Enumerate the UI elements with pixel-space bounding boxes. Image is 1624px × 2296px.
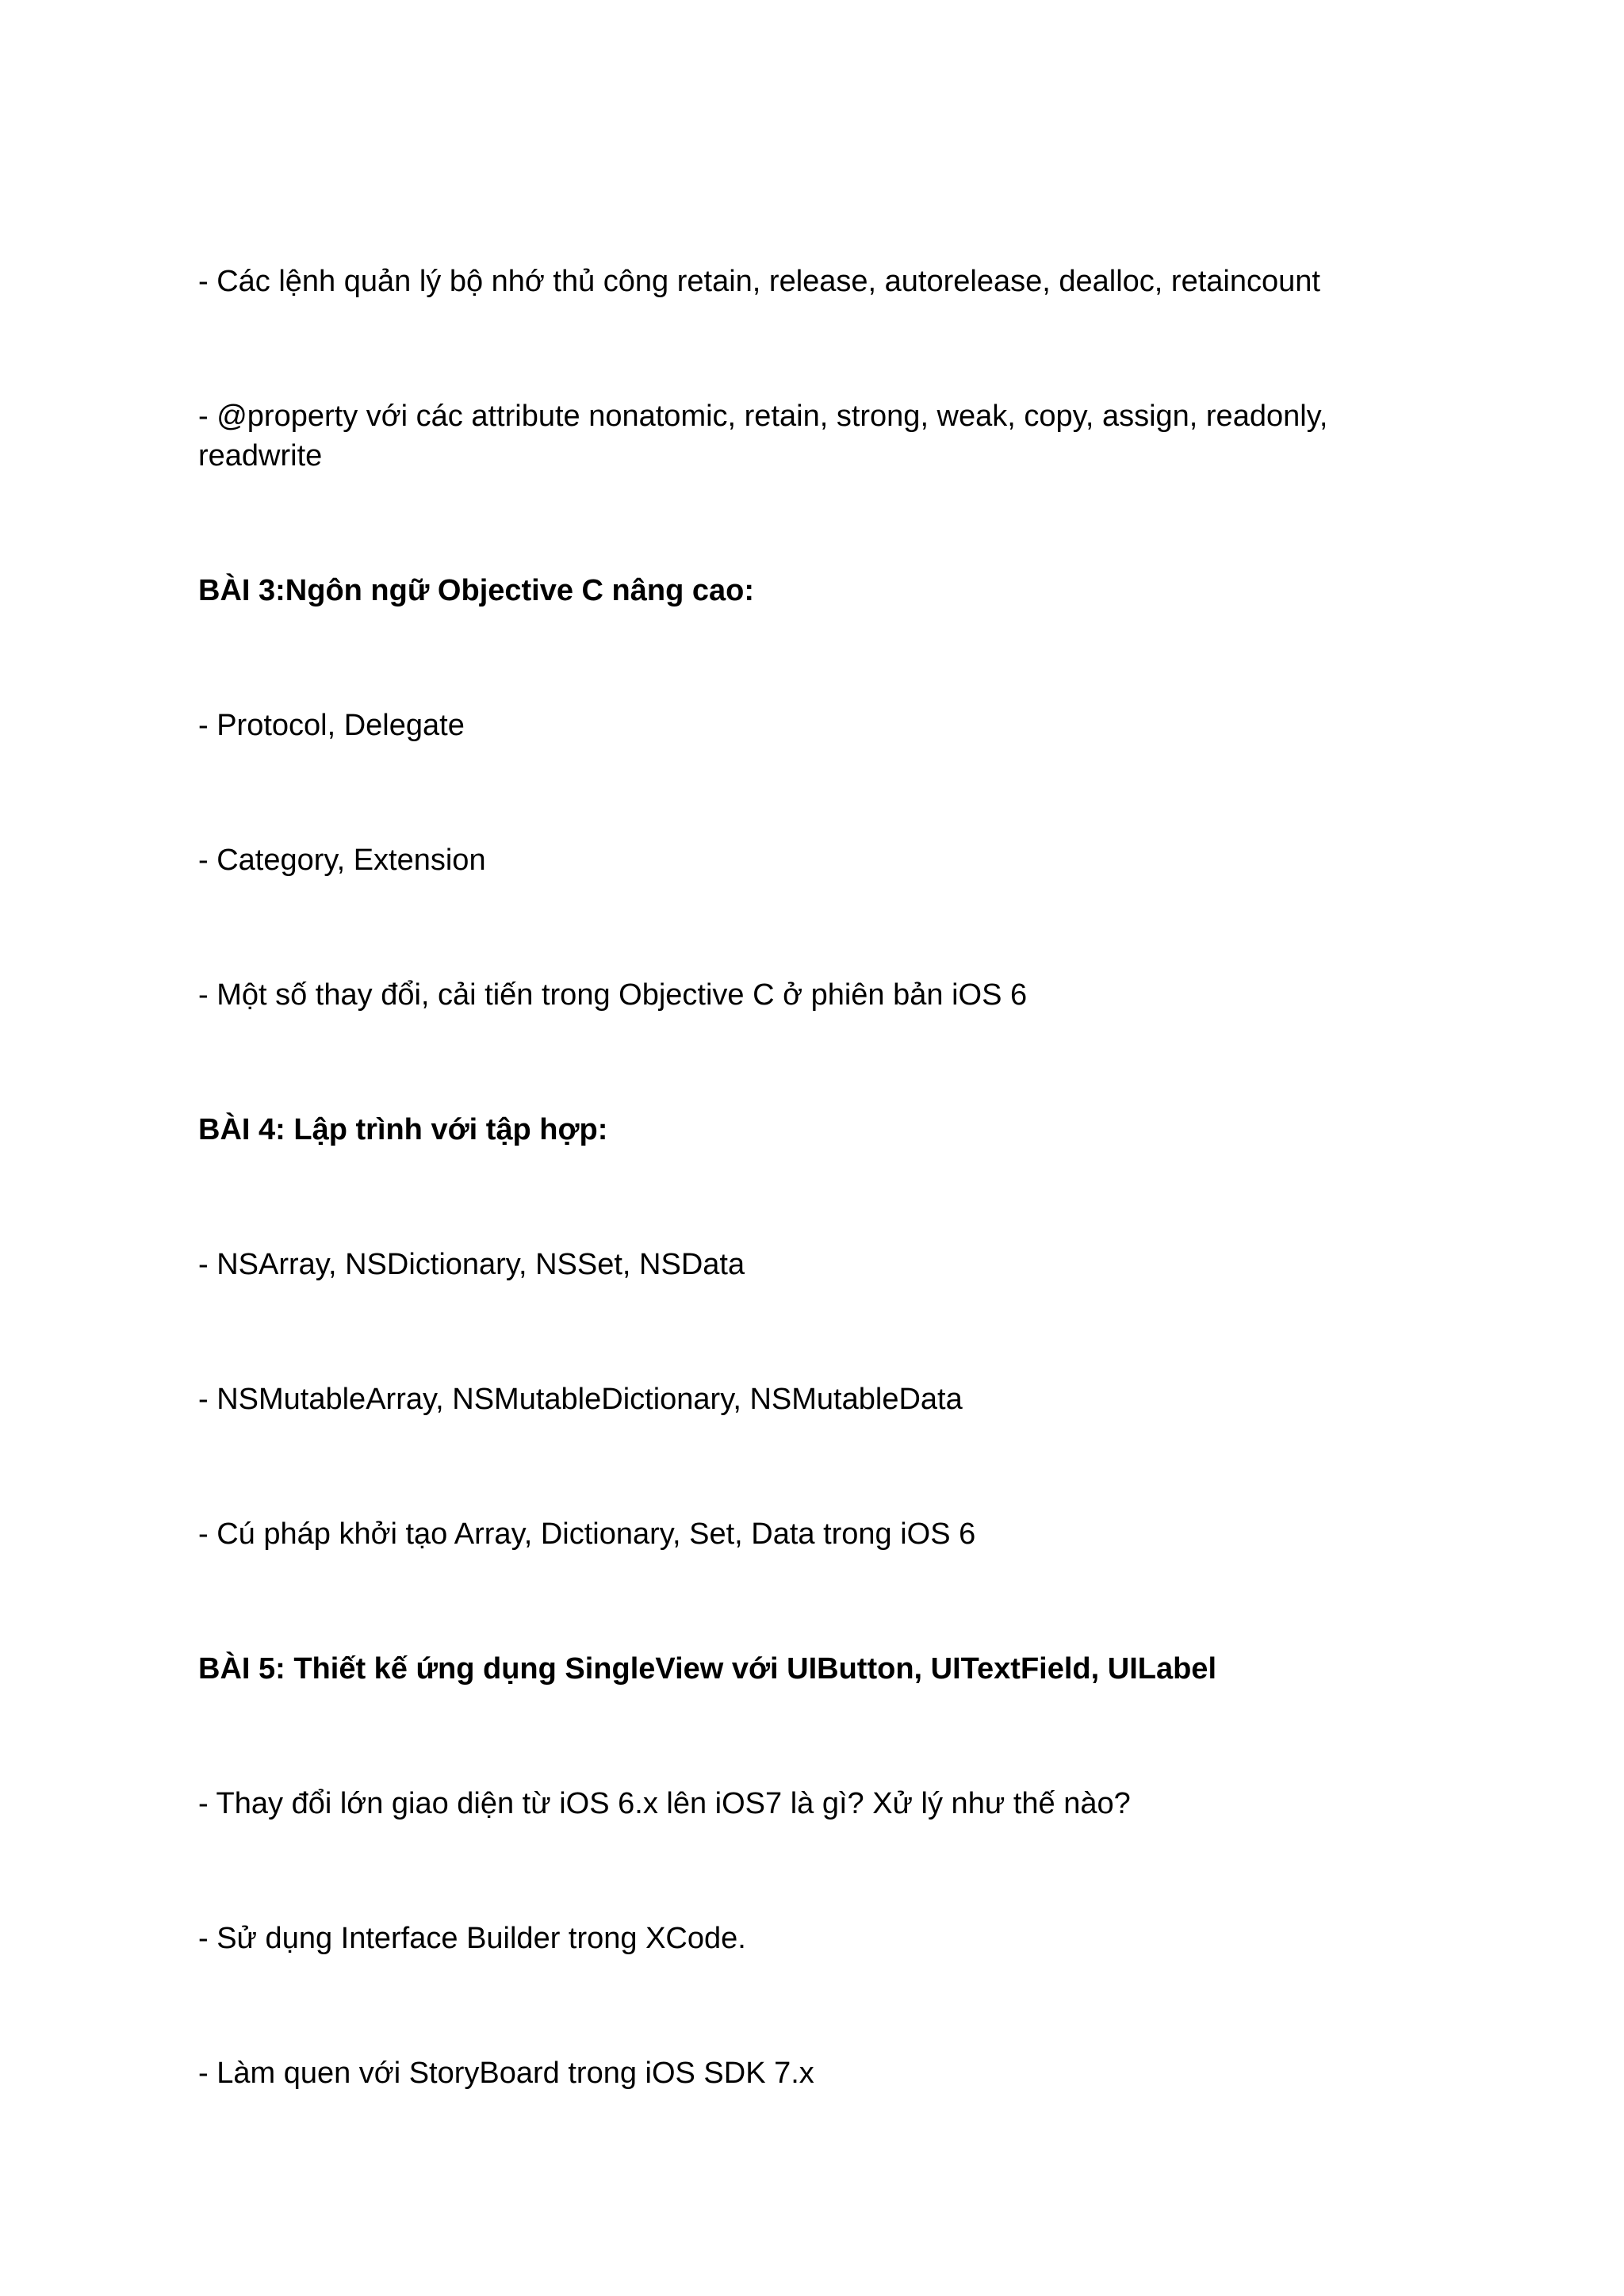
property-attributes-item: - @property với các attribute nonatomic, retain, strong, weak, copy, assign, readonly, readwrite [198, 400, 1328, 473]
objc-ios6-changes-item: - Một số thay đổi, cải tiến trong Objective C ở phiên bản iOS 6 [198, 978, 1028, 1012]
interface-builder-item: - Sử dụng Interface Builder trong XCode. [198, 1922, 746, 1955]
lesson-5-heading: BÀI 5: Thiết kế ứng dụng SingleView với UIButton, UITextField, UILabel [198, 1652, 1217, 1686]
storyboard-item: - Làm quen với StoryBoard trong iOS SDK 7.x [198, 2057, 814, 2090]
protocol-delegate-item: - Protocol, Delegate [198, 709, 465, 742]
collections-item: - NSArray, NSDictionary, NSSet, NSData [198, 1248, 745, 1281]
mutable-collections-item: - NSMutableArray, NSMutableDictionary, NSMutableData [198, 1383, 963, 1416]
memory-management-item: - Các lệnh quản lý bộ nhớ thủ công retain, release, autorelease, dealloc, retaincount [198, 265, 1320, 298]
lesson-3-heading: BÀI 3:Ngôn ngữ Objective C nâng cao: [198, 574, 755, 607]
literal-syntax-item: - Cú pháp khởi tạo Array, Dictionary, Set, Data trong iOS 6 [198, 1517, 976, 1551]
ios7-ui-changes-item: - Thay đổi lớn giao diện từ iOS 6.x lên iOS7 là gì? Xử lý như thế nào? [198, 1787, 1131, 1820]
category-extension-item: - Category, Extension [198, 844, 486, 877]
lesson-4-heading: BÀI 4: Lập trình với tập hợp: [198, 1113, 608, 1146]
